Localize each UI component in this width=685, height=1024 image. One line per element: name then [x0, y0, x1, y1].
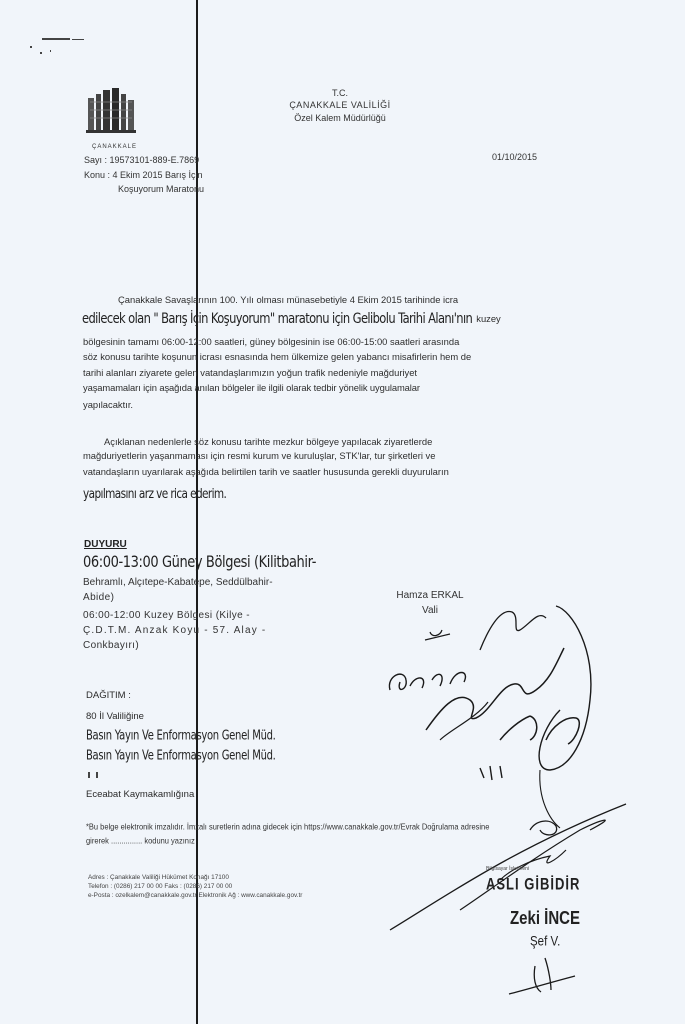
announcement-south-text: 06:00-13:00 Güney Bölgesi (Kilitbahir-: [83, 553, 316, 572]
announcement-line: Abide): [83, 592, 115, 603]
e-signature-note: *Bu belge elektronik imzalıdır. İmzalı suretlerin adına gidecek için https://www.canakkale.gov.tr/Evrak Doğrulama adresine: [86, 821, 490, 832]
announcement-title: DUYURU: [84, 539, 127, 550]
officer-name: [510, 907, 581, 930]
e-signature-code-note: girerek ............... kodunu yazınız: [86, 835, 195, 846]
distribution-item: 80 İl Valiliğine: [86, 711, 144, 722]
scan-mark: [88, 772, 90, 778]
officer-title: [530, 932, 560, 950]
address-line: Telefon : (0286) 217 00 00 Faks : (0286) 217 00 00: [88, 883, 233, 890]
body-line: söz konusu tarihte koşunun icrası esnasında hem ülkemize gelen yabancı misafirlerin hem de: [83, 351, 472, 362]
announcement-south-time: [83, 553, 316, 571]
department-name: Özel Kalem Müdürlüğü: [294, 113, 386, 123]
body-line-emphasis-text: edilecek olan " Barış İçin Koşuyorum" maratonu için Gelibolu Tarihi Alanı'nın: [82, 309, 473, 327]
scan-mark: [42, 38, 70, 40]
body-line: Çanakkale Savaşlarının 100. Yılı olması münasebetiyle 4 Ekim 2015 tarihinde icra: [118, 294, 459, 305]
announcement-line: Behramlı, Alçıtepe-Kabatepe, Seddülbahir-: [83, 577, 273, 588]
scan-mark: [96, 772, 98, 778]
certified-copy-text: ASLI GİBİDİR: [486, 873, 581, 894]
announcement-line: Conkbayırı): [83, 640, 140, 651]
announcement-line: 06:00-12:00 Kuzey Bölgesi (Kilye -: [83, 610, 251, 621]
distribution-item: [86, 746, 276, 764]
header-tc: T.C.: [331, 88, 348, 98]
stamp-label: Bilgisayar İşletmeni: [486, 866, 530, 872]
page-fold-line: [196, 0, 198, 1024]
scan-mark: [50, 50, 51, 52]
body-line: mağduriyetlerin yaşanmaması için resmi kurum ve kuruluşlar, STK'lar, tur şirketleri ve: [83, 450, 436, 461]
logo-caption: ÇANAKKALE: [92, 144, 138, 150]
scan-mark: [72, 39, 84, 40]
reference-number: Sayı : 19573101-889-E.7869: [84, 155, 200, 165]
scan-mark: [30, 46, 32, 48]
officer-title-text: Şef V.: [530, 934, 561, 950]
document-date: 01/10/2015: [492, 152, 538, 162]
body-line: vatandaşların uyarılarak aşağıda belirtilen tarih ve saatler hususunda gerekli duyuruların: [83, 466, 449, 477]
body-line: yapılacaktır.: [83, 399, 134, 410]
body-line: Açıklanan nedenlerle söz konusu tarihte mezkur bölgeye yapılacak ziyaretlerde: [104, 436, 433, 447]
distribution-item-text: Basın Yayın Ve Enformasyon Genel Müd.: [86, 749, 276, 764]
signer-title: Vali: [422, 605, 438, 616]
body-line-emphasis: [82, 309, 501, 327]
distribution-item: Eceabat Kaymakamlığına: [86, 789, 195, 800]
governorship-logo: [82, 84, 142, 144]
address-line: Adres : Çanakkale Valiliği Hükümet Konağı 17100: [88, 874, 229, 881]
body-line: tarihi alanları ziyarete gelen vatandaşlarımızın yoğun trafik nedeniyle mağduriyet: [83, 367, 418, 378]
body-line-tail: kuzey: [476, 313, 501, 324]
officer-signature: [505, 950, 585, 1000]
distribution-item-text: Basın Yayın Ve Enformasyon Genel Müd.: [86, 729, 276, 744]
signer-name: Hamza ERKAL: [396, 590, 464, 601]
body-line: yaşamamaları için aşağıda anılan bölgeler ile ilgili olarak tedbir yönelik uygulamalar: [83, 382, 420, 393]
closing-line-text: yapılmasını arz ve rica ederim.: [83, 486, 227, 502]
certified-copy-stamp: [486, 875, 580, 893]
announcement-line: Ç.D.T.M. Anzak Koyu - 57. Alay -: [83, 625, 267, 636]
body-line: bölgesinin tamamı 06:00-12:00 saatleri, güney bölgesinin ise 06:00-15:00 saatleri arasında: [83, 336, 460, 347]
scan-mark: [40, 52, 42, 54]
distribution-title: DAĞITIM :: [86, 690, 131, 701]
closing-line: [83, 484, 226, 502]
address-line: e-Posta : ozelkalem@canakkale.gov.tr Elektronik Ağ : www.canakkale.gov.tr: [88, 892, 303, 899]
institution-name: ÇANAKKALE VALİLİĞİ: [289, 100, 391, 110]
subject-line: Konu : 4 Ekim 2015 Barış İçin: [84, 170, 203, 180]
officer-name-text: Zeki İNCE: [510, 907, 581, 930]
distribution-item: [86, 726, 276, 744]
subject-line-continued: Koşuyorum Maratonu: [118, 184, 205, 194]
